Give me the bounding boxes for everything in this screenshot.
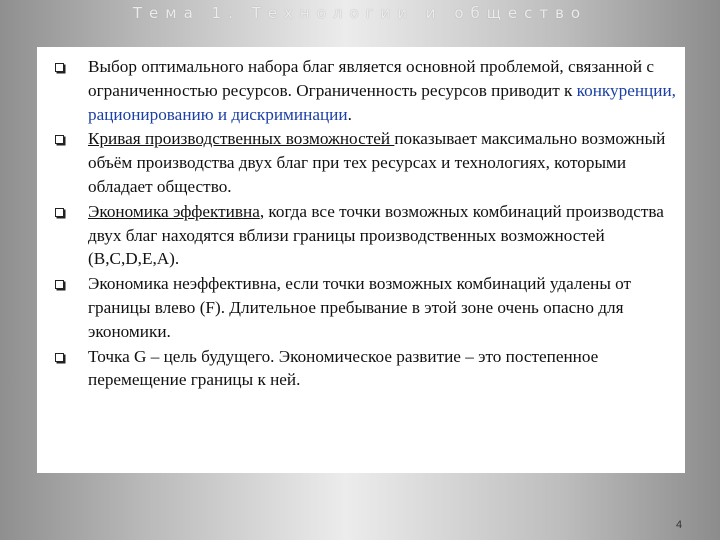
bullet-text: . bbox=[347, 104, 352, 124]
bullet-item bbox=[55, 345, 680, 393]
bullet-text: Выбор оптимального набора благ является основной проблемой, связанной с ограниченностью ресурсов. Ограниченность ресурсов приводит к bbox=[88, 57, 654, 100]
bullet-item bbox=[55, 127, 680, 198]
bullet-item bbox=[55, 55, 680, 126]
checkbox-bullet-icon bbox=[55, 208, 64, 217]
bullet-list bbox=[55, 55, 680, 393]
checkbox-bullet-icon bbox=[55, 63, 64, 72]
slide-title: Тема 1. Технологии и общество bbox=[132, 4, 588, 22]
bullet-text: , когда все точки возможных комбинаций производства двух благ находятся вблизи границы производственных возможностей (B,C,D,E,A). bbox=[88, 201, 664, 269]
bullet-text: показывает максимально возможный объём производства двух благ при тех ресурсах и технологиях, которыми обладает общество. bbox=[88, 129, 666, 196]
underlined-term: Экономика эффективна bbox=[88, 201, 260, 221]
highlighted-text: конкуренции, рационированию и дискриминации bbox=[88, 80, 676, 124]
content-panel bbox=[37, 47, 685, 473]
bullet-text: Экономика неэффективна, если точки возможных комбинаций удалены от границы влево (F). Длительное пребывание в этой зоне очень опасно для экономики. bbox=[88, 274, 632, 341]
bullet-text: Точка G – цель будущего. Экономическое развитие – это постепенное перемещение границы к ней. bbox=[88, 346, 599, 390]
underlined-term: Кривая производственных возможностей bbox=[88, 129, 395, 149]
checkbox-bullet-icon bbox=[55, 280, 64, 289]
bullet-item bbox=[55, 272, 680, 343]
page-number: 4 bbox=[676, 519, 683, 531]
checkbox-bullet-icon bbox=[55, 353, 64, 362]
bullet-item bbox=[55, 200, 680, 271]
checkbox-bullet-icon bbox=[55, 135, 64, 144]
